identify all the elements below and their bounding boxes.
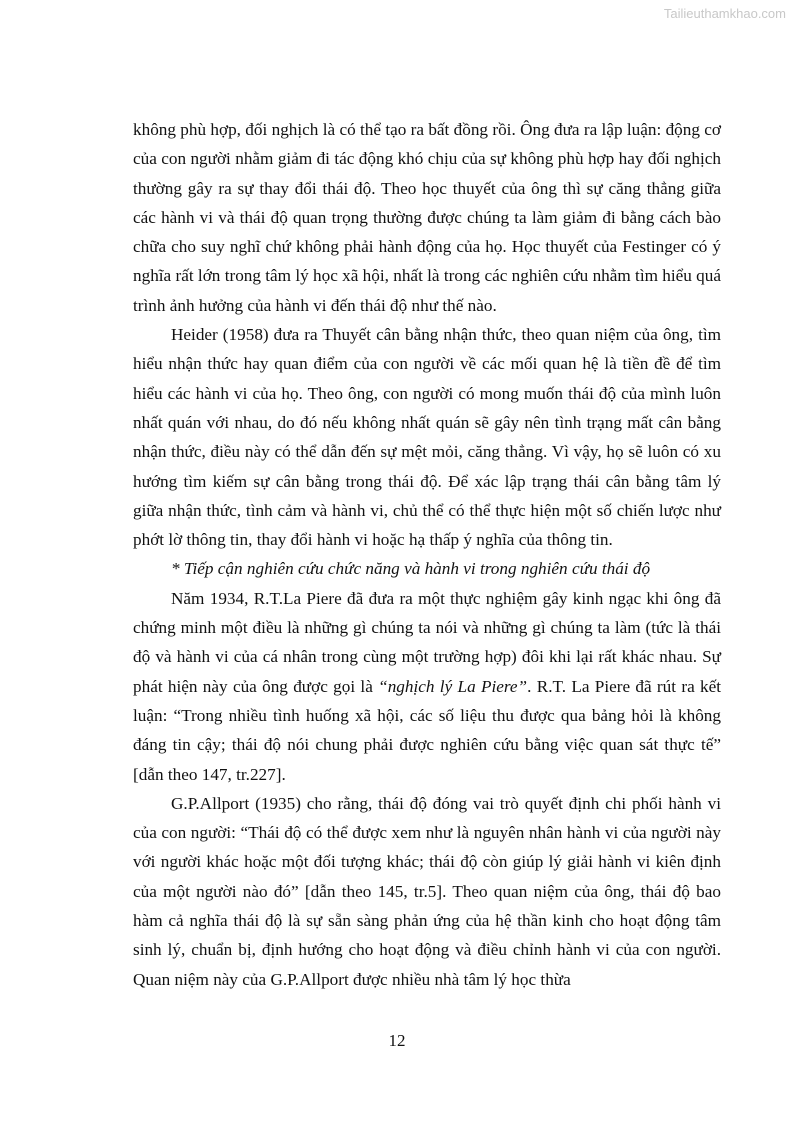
paragraph-la-piere xyxy=(133,584,721,789)
section-subheading: * Tiếp cận nghiên cứu chức năng và hành vi trong nghiên cứu thái độ xyxy=(171,559,651,579)
la-piere-text-end: . R.T. La Piere đã rút ra kết luận: “Trong nhiều tình huống xã hội, các số liệu thu được qua bảng hỏi là không đáng tin cậy; thái độ nói chung phải được nghiên cứu bằng việc quan sát thực tế” [dẫn theo 147, tr.227]. xyxy=(133,676,722,784)
paragraph-allport: G.P.Allport (1935) cho rằng, thái độ đóng vai trò quyết định chi phối hành vi của con người: “Thái độ có thể được xem như là nguyên nhân hành vi của người này với người khác hoặc một đối tượng khác; thái độ còn giúp lý giải hành vi kiên định của một người nào đó” [dẫn theo 145, tr.5]. Theo quan niệm của ông, thái độ bao hàm cả nghĩa thái độ là sự sẵn sàng phản ứng của hệ thần kinh cho hoạt động tâm sinh lý, chuẩn bị, định hướng cho hoạt động và điều chỉnh hành vi của con người. Quan niệm này của G.P.Allport được nhiều nhà tâm lý học thừa xyxy=(133,793,721,989)
page-number: 12 xyxy=(388,1031,406,1050)
paragraph-festinger: không phù hợp, đối nghịch là có thể tạo ra bất đồng rồi. Ông đưa ra lập luận: động cơ của con người nhằm giảm đi tác động khó chịu của sự không phù hợp hay đối nghịch thường gây ra sự thay đổi thái độ. Theo học thuyết của ông thì sự căng thẳng giữa các hành vi và thái độ quan trọng thường được chúng ta làm giảm đi bằng cách bào chữa cho suy nghĩ chứ không phải hành động của họ. Học thuyết của Festinger có ý nghĩa rất lớn trong tâm lý học xã hội, nhất là trong các nghiên cứu nhằm tìm hiểu quá trình ảnh hưởng của hành vi đến thái độ như thế nào. xyxy=(133,120,721,315)
la-piere-text-start: Năm 1934, R.T.La Piere đã đưa ra một thực nghiệm gây kinh ngạc khi ông đã chứng minh một điều là những gì chúng ta nói và những gì chúng ta làm (tức là thái độ và hành vi của cá nhân trong cùng một trường hợp) đôi khi lại rất khác nhau. Sự phát hiện này của ông được gọi là xyxy=(133,588,721,696)
la-piere-paradox-term: “nghịch lý La Piere” xyxy=(378,676,528,696)
paragraph-heider: Heider (1958) đưa ra Thuyết cân bằng nhận thức, theo quan niệm của ông, tìm hiểu nhận thức hay quan điểm của con người về các mối quan hệ là tiền đề để tìm hiểu các hành vi của họ. Theo ông, con người có mong muốn thái độ của mình luôn nhất quán với nhau, do đó nếu không nhất quán sẽ gây nên tình trạng mất cân bằng nhận thức, điều này có thể dẫn đến sự mệt mỏi, căng thẳng. Vì vậy, họ sẽ luôn có xu hướng tìm kiếm sự cân bằng trong thái độ. Để xác lập trạng thái cân bằng tâm lý giữa nhận thức, tình cảm và hành vi, chủ thể có thể thực hiện một số chiến lược như phớt lờ thông tin, thay đổi hành vi hoặc hạ thấp ý nghĩa của thông tin. xyxy=(133,325,721,550)
watermark: Tailieuthamkhao.com xyxy=(663,6,786,21)
document-body xyxy=(133,115,721,994)
